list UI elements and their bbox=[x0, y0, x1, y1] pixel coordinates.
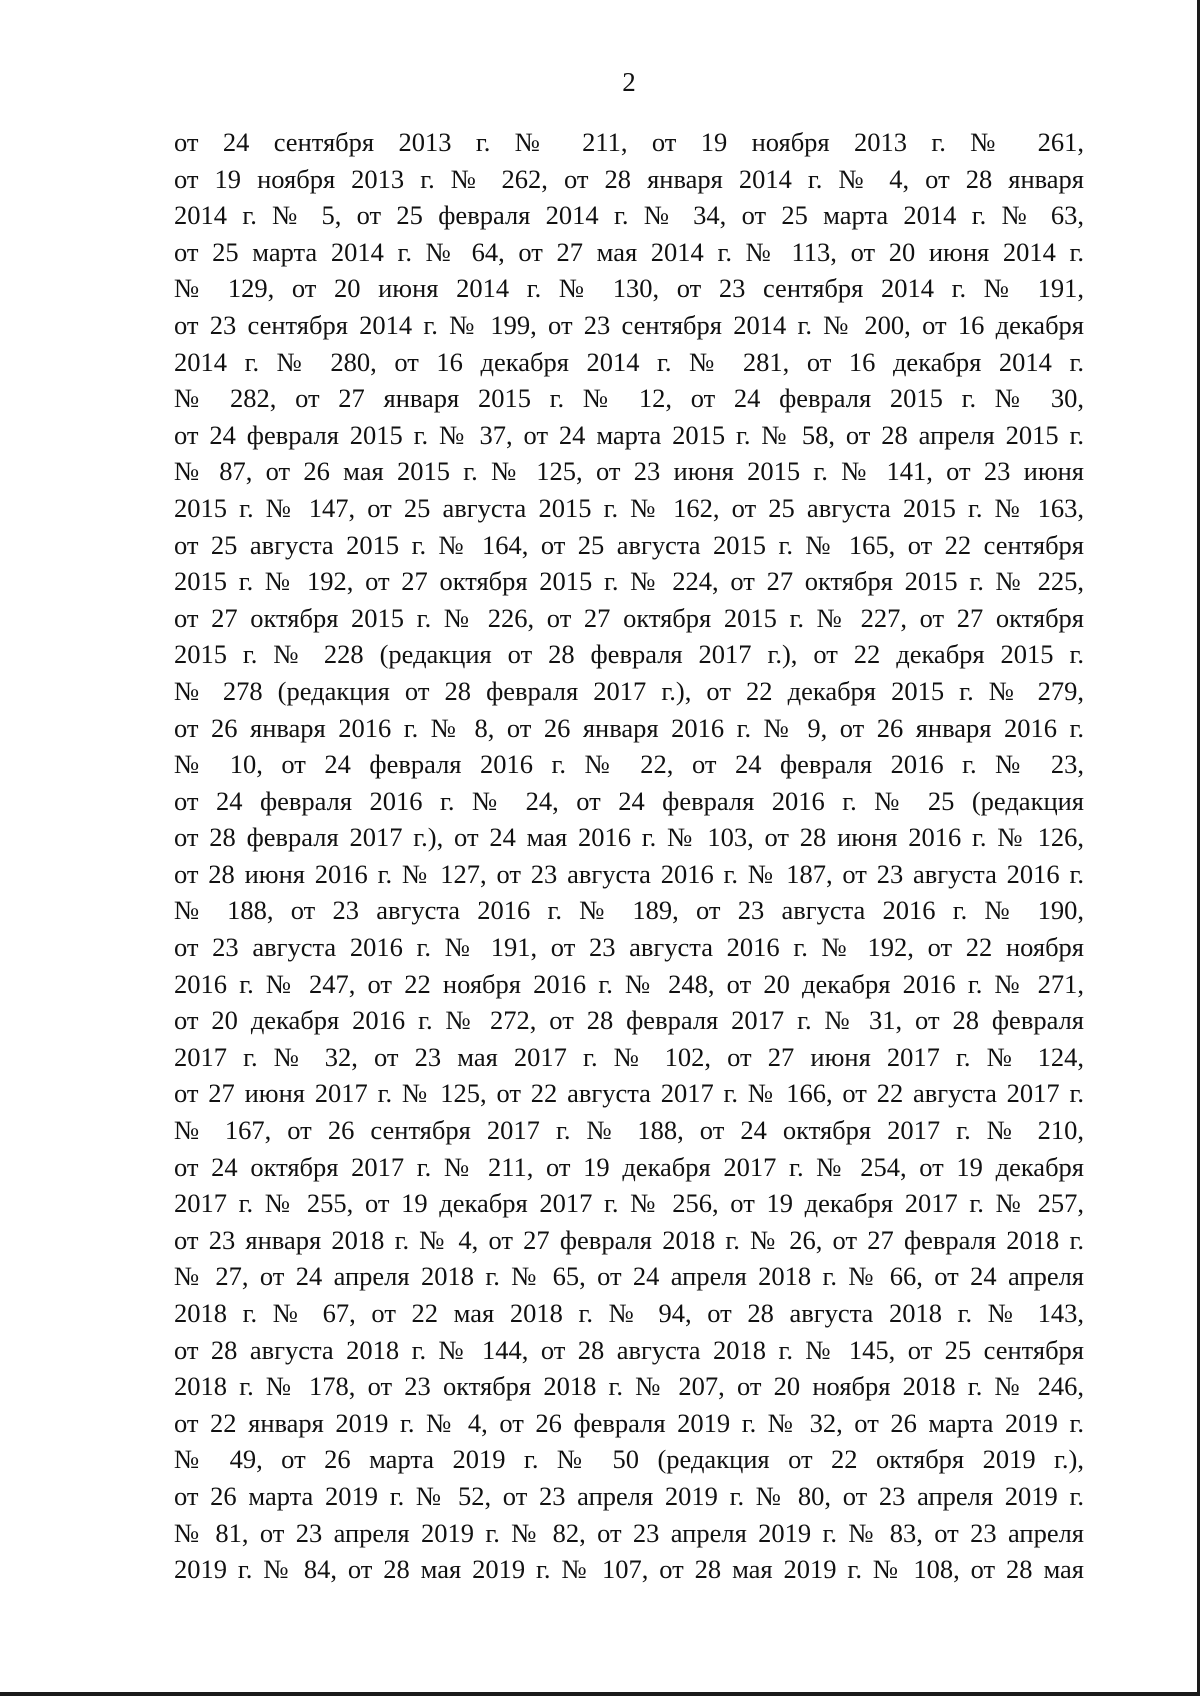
text-line: от 19 ноября 2013 г. № 262, от 28 января 2014 г. № 4, от 28 января bbox=[174, 163, 1084, 194]
text-line: 2018 г. № 178, от 23 октября 2018 г. № 207, от 20 ноября 2018 г. № 246, bbox=[174, 1371, 1084, 1402]
text-line: 2017 г. № 32, от 23 мая 2017 г. № 102, от 27 июня 2017 г. № 124, bbox=[174, 1041, 1084, 1072]
text-line: от 24 октября 2017 г. № 211, от 19 декабря 2017 г. № 254, от 19 декабря bbox=[174, 1151, 1084, 1182]
text-line: 2015 г. № 147, от 25 августа 2015 г. № 162, от 25 августа 2015 г. № 163, bbox=[174, 492, 1084, 523]
text-line: от 22 января 2019 г. № 4, от 26 февраля 2019 г. № 32, от 26 марта 2019 г. bbox=[174, 1407, 1084, 1438]
text-line: № 188, от 23 августа 2016 г. № 189, от 23 августа 2016 г. № 190, bbox=[174, 895, 1084, 926]
text-line: от 23 января 2018 г. № 4, от 27 февраля 2018 г. № 26, от 27 февраля 2018 г. bbox=[174, 1224, 1084, 1255]
text-line: № 167, от 26 сентября 2017 г. № 188, от 24 октября 2017 г. № 210, bbox=[174, 1115, 1084, 1146]
text-line: № 278 (редакция от 28 февраля 2017 г.), от 22 декабря 2015 г. № 279, bbox=[174, 675, 1084, 706]
text-line: от 24 февраля 2016 г. № 24, от 24 февраля 2016 г. № 25 (редакция bbox=[174, 785, 1084, 816]
text-line: от 27 июня 2017 г. № 125, от 22 августа 2017 г. № 166, от 22 августа 2017 г. bbox=[174, 1078, 1084, 1109]
text-line: от 20 декабря 2016 г. № 272, от 28 февраля 2017 г. № 31, от 28 февраля bbox=[174, 1005, 1084, 1036]
text-line: от 28 июня 2016 г. № 127, от 23 августа 2016 г. № 187, от 23 августа 2016 г. bbox=[174, 858, 1084, 889]
text-line: № 27, от 24 апреля 2018 г. № 65, от 24 апреля 2018 г. № 66, от 24 апреля bbox=[174, 1261, 1084, 1292]
text-line: от 23 сентября 2014 г. № 199, от 23 сентября 2014 г. № 200, от 16 декабря bbox=[174, 309, 1084, 340]
text-line: от 26 марта 2019 г. № 52, от 23 апреля 2019 г. № 80, от 23 апреля 2019 г. bbox=[174, 1480, 1084, 1511]
text-line: 2016 г. № 247, от 22 ноября 2016 г. № 248, от 20 декабря 2016 г. № 271, bbox=[174, 968, 1084, 999]
page-number: 2 bbox=[622, 67, 636, 97]
text-line: № 129, от 20 июня 2014 г. № 130, от 23 сентября 2014 г. № 191, bbox=[174, 273, 1084, 304]
scan-edge-bottom bbox=[0, 1692, 1200, 1696]
text-line: от 26 января 2016 г. № 8, от 26 января 2016 г. № 9, от 26 января 2016 г. bbox=[174, 712, 1084, 743]
text-line: № 49, от 26 марта 2019 г. № 50 (редакция от 22 октября 2019 г.), bbox=[174, 1444, 1084, 1475]
text-line: от 25 марта 2014 г. № 64, от 27 мая 2014 г. № 113, от 20 июня 2014 г. bbox=[174, 236, 1084, 267]
document-body bbox=[174, 124, 1084, 1588]
text-line: от 25 августа 2015 г. № 164, от 25 августа 2015 г. № 165, от 22 сентября bbox=[174, 529, 1084, 560]
text-line: № 282, от 27 января 2015 г. № 12, от 24 февраля 2015 г. № 30, bbox=[174, 383, 1084, 414]
text-line: 2017 г. № 255, от 19 декабря 2017 г. № 256, от 19 декабря 2017 г. № 257, bbox=[174, 1188, 1084, 1219]
text-line: 2014 г. № 280, от 16 декабря 2014 г. № 281, от 16 декабря 2014 г. bbox=[174, 346, 1084, 377]
text-line: 2018 г. № 67, от 22 мая 2018 г. № 94, от 28 августа 2018 г. № 143, bbox=[174, 1298, 1084, 1328]
text-line: от 23 августа 2016 г. № 191, от 23 августа 2016 г. № 192, от 22 ноября bbox=[174, 932, 1084, 963]
text-line: 2019 г. № 84, от 28 мая 2019 г. № 107, от 28 мая 2019 г. № 108, от 28 мая bbox=[174, 1554, 1084, 1585]
text-line: от 28 февраля 2017 г.), от 24 мая 2016 г. № 103, от 28 июня 2016 г. № 126, bbox=[174, 822, 1084, 853]
text-line: от 27 октября 2015 г. № 226, от 27 октября 2015 г. № 227, от 27 октября bbox=[174, 602, 1084, 633]
text-line: 2015 г. № 192, от 27 октября 2015 г. № 224, от 27 октября 2015 г. № 225, bbox=[174, 566, 1084, 597]
text-line: 2015 г. № 228 (редакция от 28 февраля 2017 г.), от 22 декабря 2015 г. bbox=[174, 639, 1084, 670]
text-line: от 28 августа 2018 г. № 144, от 28 августа 2018 г. № 145, от 25 сентября bbox=[174, 1334, 1084, 1365]
text-line: № 10, от 24 февраля 2016 г. № 22, от 24 февраля 2016 г. № 23, bbox=[174, 749, 1084, 780]
text-line: от 24 февраля 2015 г. № 37, от 24 марта 2015 г. № 58, от 28 апреля 2015 г. bbox=[174, 419, 1084, 450]
text-line: от 24 сентября 2013 г. № 211, от 19 ноября 2013 г. № 261, bbox=[174, 127, 1084, 157]
text-line: № 81, от 23 апреля 2019 г. № 82, от 23 апреля 2019 г. № 83, от 23 апреля bbox=[174, 1517, 1084, 1548]
text-line: 2014 г. № 5, от 25 февраля 2014 г. № 34, от 25 марта 2014 г. № 63, bbox=[174, 200, 1084, 231]
text-line: № 87, от 26 мая 2015 г. № 125, от 23 июня 2015 г. № 141, от 23 июня bbox=[174, 456, 1084, 487]
